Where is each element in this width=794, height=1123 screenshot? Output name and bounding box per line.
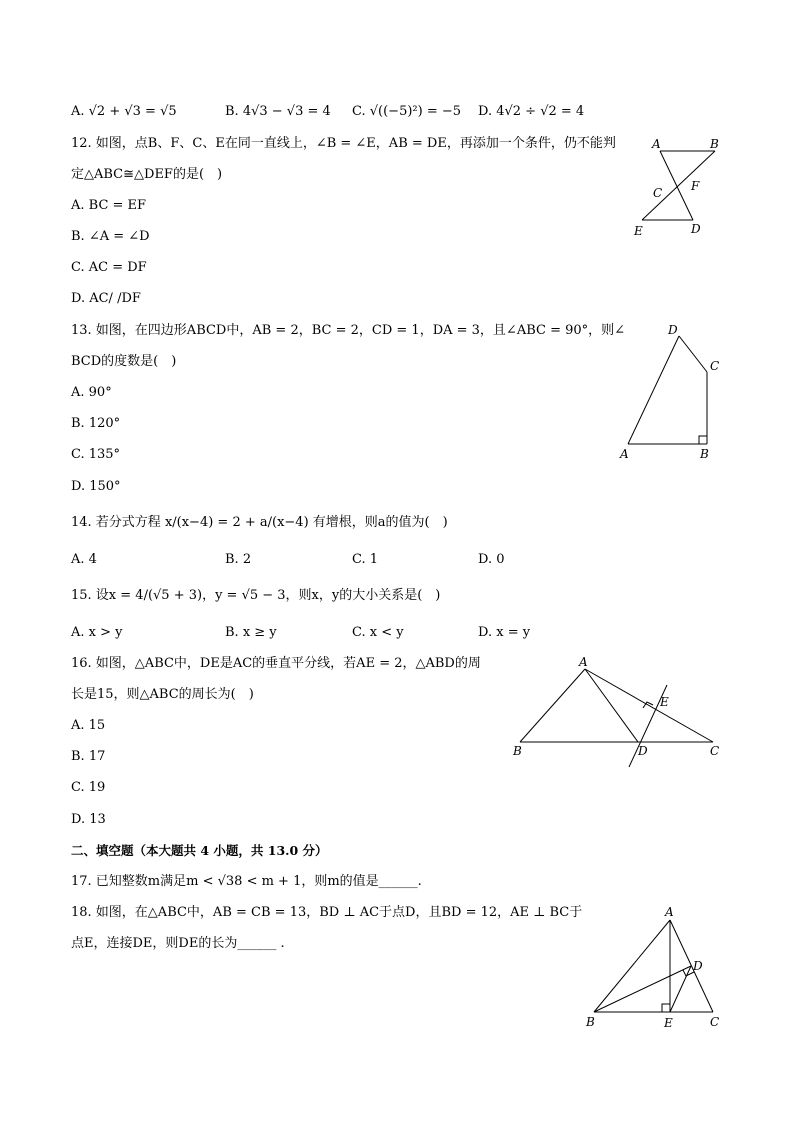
q12-stem-line1: 12. 如图，点B、F、C、E在同一直线上，∠B = ∠E，AB = DE，再添加一个条件，仍不能判 — [71, 136, 616, 151]
q11-option-b: B. 4√3 − √3 = 4 — [225, 104, 331, 119]
q16-option-b: B. 17 — [71, 749, 106, 764]
q18-label-c: C — [710, 1015, 720, 1029]
q11-option-c: C. √((−5)²) = −5 — [352, 104, 462, 119]
q16-option-d: D. 13 — [71, 812, 106, 827]
q16-label-e: E — [660, 695, 669, 709]
section-heading: 二、填空题（本大题共 4 小题，共 13.0 分） — [71, 843, 328, 858]
q16-stem-line2: 长是15，则△ABC的周长为( ) — [71, 687, 254, 702]
q12-option-d: D. AC/ /DF — [71, 291, 141, 306]
q18-label-d: D — [693, 959, 703, 973]
q12-label-d: D — [691, 222, 701, 236]
q12-label-c: C — [653, 186, 663, 200]
q13-option-c: C. 135° — [71, 447, 121, 462]
q12-label-a: A — [652, 137, 661, 151]
q13-label-b: B — [700, 447, 709, 461]
q16-label-a: A — [579, 655, 588, 669]
q12-figure — [620, 130, 730, 240]
q14-option-d: D. 0 — [478, 552, 505, 567]
q16-stem-line1: 16. 如图，△ABC中，DE是AC的垂直平分线，若AE = 2，△ABD的周 — [71, 656, 481, 671]
q18-stem-line2: 点E，连接DE，则DE的长为______ . — [71, 936, 285, 951]
q13-label-d: D — [668, 323, 678, 337]
q13-label-c: C — [710, 359, 720, 373]
q18-label-a: A — [665, 905, 674, 919]
q12-option-b: B. ∠A = ∠D — [71, 229, 150, 244]
q12-option-a: A. BC = EF — [71, 198, 147, 213]
q12-option-c: C. AC = DF — [71, 260, 147, 275]
q14-stem: 14. 若分式方程 x/(x−4) = 2 + a/(x−4) 有增根，则a的值为( ) — [71, 515, 448, 530]
q13-label-a: A — [620, 447, 629, 461]
q18-label-e: E — [664, 1016, 673, 1030]
q17-stem: 17. 已知整数m满足m < √38 < m + 1，则m的值是______. — [71, 874, 422, 889]
q15-stem: 15. 设x = 4/(√5 + 3)，y = √5 − 3，则x，y的大小关系是( ) — [71, 588, 441, 603]
q15-option-a: A. x > y — [71, 625, 123, 640]
q14-option-a: A. 4 — [71, 552, 97, 567]
q13-option-d: D. 150° — [71, 479, 121, 494]
q12-label-b: B — [710, 137, 719, 151]
q18-label-b: B — [586, 1015, 595, 1029]
q15-option-d: D. x = y — [478, 625, 531, 640]
q12-label-e: E — [634, 224, 643, 238]
q18-stem-line1: 18. 如图，在△ABC中，AB = CB = 13，BD ⊥ AC于点D，且BD = 12，AE ⊥ BC于 — [71, 905, 583, 920]
q16-option-a: A. 15 — [71, 718, 106, 733]
q14-option-c: C. 1 — [352, 552, 379, 567]
q12-stem-line2: 定△ABC≅△DEF的是( ) — [71, 167, 223, 182]
q12-label-f: F — [691, 179, 700, 193]
q15-option-c: C. x < y — [352, 625, 404, 640]
q16-option-c: C. 19 — [71, 780, 106, 795]
q16-label-d: D — [638, 744, 648, 758]
q15-option-b: B. x ≥ y — [225, 625, 277, 640]
q13-option-b: B. 120° — [71, 416, 121, 431]
q16-figure — [505, 652, 730, 772]
q16-label-b: B — [513, 744, 522, 758]
q13-figure — [615, 320, 725, 465]
q11-option-a: A. √2 + √3 = √5 — [71, 104, 177, 119]
q13-stem-line1: 13. 如图，在四边形ABCD中，AB = 2，BC = 2，CD = 1，DA = 3，且∠ABC = 90°，则∠ — [71, 323, 626, 338]
q13-option-a: A. 90° — [71, 385, 112, 400]
q11-option-d: D. 4√2 ÷ √2 = 4 — [478, 104, 585, 119]
q14-option-b: B. 2 — [225, 552, 252, 567]
q13-stem-line2: BCD的度数是( ) — [71, 354, 177, 369]
q18-figure — [580, 900, 730, 1035]
q16-label-c: C — [710, 744, 720, 758]
